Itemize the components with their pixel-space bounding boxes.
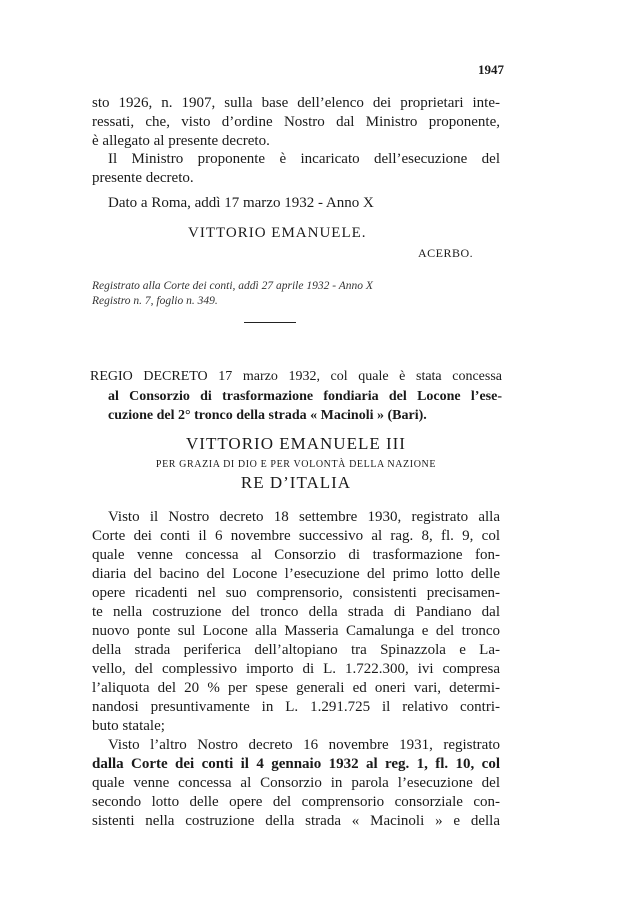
countersignature: ACERBO. <box>418 246 474 260</box>
page-number: 1947 <box>478 62 504 77</box>
body-line: l’aliquota del 20 % per spese generali ed oneri vari, determi- <box>92 680 500 696</box>
text-line: è allegato al presente decreto. <box>92 133 270 149</box>
body-line: te nella costruzione del tronco della strada di Pandiano dal <box>92 604 500 620</box>
decree-heading-line: REGIO DECRETO 17 marzo 1932, col quale è stata concessa <box>90 369 502 384</box>
body-line: sistenti nella costruzione della strada « Macinoli » e della <box>92 813 500 829</box>
royal-formula: PER GRAZIA DI DIO E PER VOLONTÀ DELLA NAZIONE <box>155 459 437 470</box>
body-line: vello, del complessivo importo di L. 1.722.300, ivi compresa <box>92 661 500 677</box>
text-line: presente decreto. <box>92 170 194 186</box>
body-line: secondo lotto delle opere del comprensorio consorziale con- <box>92 794 500 810</box>
body-line: quale venne concessa al Consorzio di trasformazione fon- <box>92 547 500 563</box>
registration-line: Registrato alla Corte dei conti, addì 27 aprile 1932 - Anno X <box>92 280 373 292</box>
body-line: Corte dei conti il 6 novembre successivo al rag. 8, fl. 9, col <box>92 528 500 544</box>
decree-heading-line: al Consorzio di trasformazione fondiaria del Locone l’ese- <box>108 389 502 404</box>
body-line: Visto l’altro Nostro decreto 16 novembre 1931, registrato <box>108 737 500 753</box>
body-line: opere ricadenti nel suo comprensorio, consistenti precisamen- <box>92 585 500 601</box>
date-line: Dato a Roma, addì 17 marzo 1932 - Anno X <box>108 195 374 211</box>
royal-title: RE D’ITALIA <box>240 473 352 492</box>
text-line: sto 1926, n. 1907, sulla base dell’elenco dei proprietari inte- <box>92 95 500 111</box>
text-line: Il Ministro proponente è incaricato dell’esecuzione del <box>108 151 500 167</box>
body-line: diaria del bacino del Locone l’esecuzione del primo lotto delle <box>92 566 500 582</box>
body-line: dalla Corte dei conti il 4 gennaio 1932 al reg. 1, fl. 10, col <box>92 756 500 772</box>
signature: VITTORIO EMANUELE. <box>188 225 367 241</box>
separator-rule <box>244 322 296 323</box>
body-line: nuovo ponte sul Locone alla Masseria Camalunga e del tronco <box>92 623 500 639</box>
decree-heading-line: cuzione del 2° tronco della strada « Macinoli » (Bari). <box>108 408 427 423</box>
body-line: nandosi presuntivamente in L. 1.291.725 il relativo contri- <box>92 699 500 715</box>
body-line: buto statale; <box>92 718 165 734</box>
body-line: quale venne concessa al Consorzio in parola l’esecuzione del <box>92 775 500 791</box>
king-name: VITTORIO EMANUELE III <box>186 434 406 453</box>
text-line: ressati, che, visto d’ordine Nostro dal Ministro proponente, <box>92 114 500 130</box>
body-line: Visto il Nostro decreto 18 settembre 1930, registrato alla <box>108 509 500 525</box>
registration-line: Registro n. 7, foglio n. 349. <box>92 295 218 307</box>
body-line: della strada periferica dell’altopiano tra Spinazzola e La- <box>92 642 500 658</box>
